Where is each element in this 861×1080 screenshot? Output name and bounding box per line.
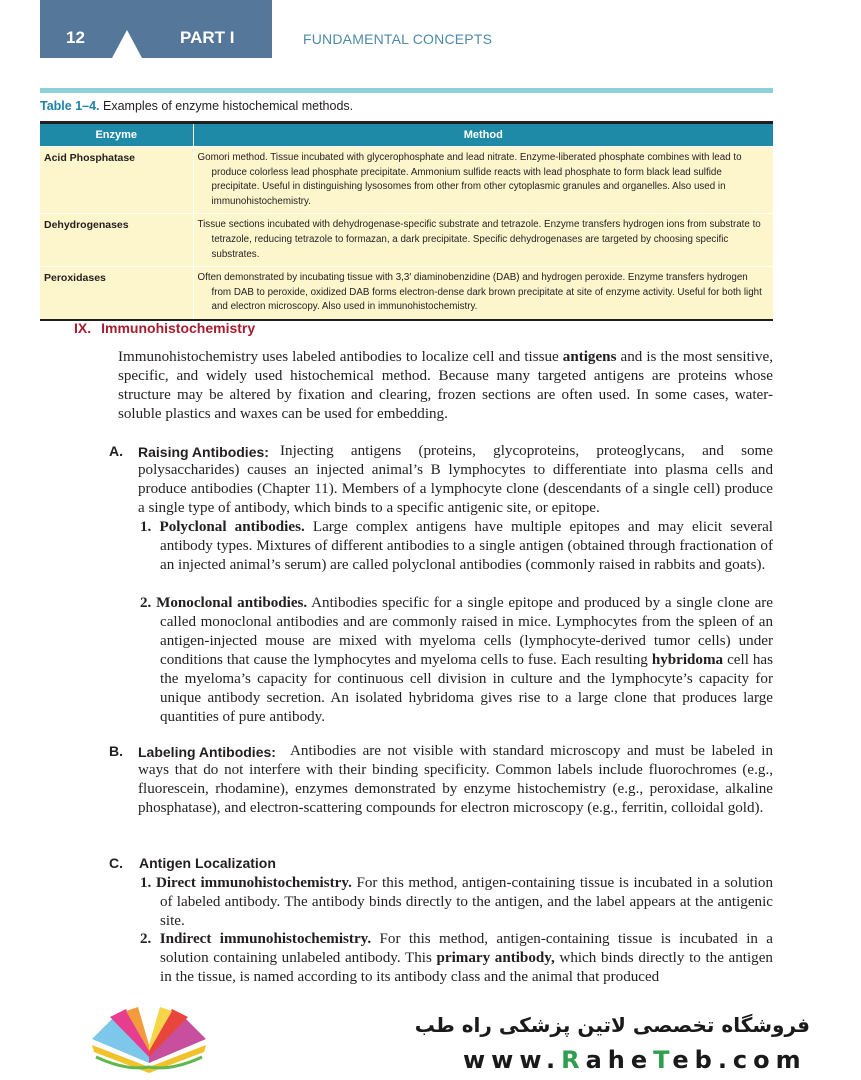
table-row	[40, 147, 773, 214]
table-row	[40, 267, 773, 320]
list-item-a1	[140, 518, 773, 575]
section-heading	[74, 320, 255, 336]
item-text-cont: which binds directly to the antigen in the tissue, is named according to its antibody class and the animal that produced	[160, 950, 773, 985]
subsection-b-paragraph	[138, 742, 773, 818]
table-row	[40, 214, 773, 267]
item-text: For this method, antigen-containing tissue is incubated in a solution containing unlabeled antibody. This	[160, 931, 773, 966]
intro-text-cont: and is the most sensitive, specific, and widely used histochemical method. Because many targeted antigens are proteins whose structure may be altered by fixation and clearing, frozen sections are often used. In some cases, water-soluble plastics and waxes can be used for embedding.	[118, 349, 773, 422]
item-bold-term: hybridoma	[651, 652, 724, 668]
header-notch	[112, 30, 142, 58]
table-caption-text: Examples of enzyme histochemical methods.	[103, 99, 354, 113]
item-text-cont: cell has the myeloma’s capacity for continuous cell division in culture and the lymphocyte’s capacity for unique antibody secretion. An isolated hybridoma gives rise to a large clone that produces large quantities of pure antibody.	[160, 652, 774, 725]
item-title: Polyclonal antibodies.	[159, 519, 305, 535]
intro-text: Immunohistochemistry uses labeled antibodies to localize cell and tissue	[118, 349, 563, 365]
item-text: Large complex antigens have multiple epitopes and may elicit several antibody types. Mixtures of different antibodies to a single antigen (obtained through fractionation of an injected animal’s serum) are called polyclonal antibodies (commonly raised in rabbits and goats).	[160, 519, 773, 573]
section-numeral: IX.	[74, 320, 92, 336]
item-number: 2.	[140, 931, 152, 947]
url-part: .com	[717, 1046, 807, 1074]
table-caption	[40, 99, 353, 113]
url-part: T	[653, 1046, 673, 1074]
subsection-b-title: Labeling Antibodies:	[138, 744, 276, 760]
url-part: eb	[672, 1046, 718, 1074]
enzyme-cell: Dehydrogenases	[40, 214, 193, 267]
section-intro	[118, 348, 773, 424]
item-bold-term: primary antibody,	[436, 950, 555, 966]
subsection-c-title: Antigen Localization	[139, 855, 276, 871]
method-cell: Gomori method. Tissue incubated with glycerophosphate and lead nitrate. Enzyme-liberated phosphate combines with lead to produce colorless lead phosphate precipitate. Ammonium sulfide reacts with lead phosphate to form black lead sulfide precipitate. Useful in distinguishing lysosomes from other from other cytoplasmic granules and organelles. Also used in immunohistochemistry.	[193, 147, 773, 214]
item-number: 2.	[140, 595, 152, 611]
part-label: PART I	[180, 28, 235, 47]
enzyme-cell: Peroxidases	[40, 267, 193, 320]
footer-store-name: فروشگاه تخصصی لاتین پزشکی راه طب	[414, 1013, 810, 1037]
url-part: R	[561, 1046, 586, 1074]
url-part: ahe	[585, 1046, 654, 1074]
table-caption-label: Table 1–4.	[40, 99, 100, 113]
column-header-method: Method	[193, 123, 773, 147]
subsection-b-text: Antibodies are not visible with standard microscopy and must be labeled in ways that do not interfere with their binding specificity. Common labels include fluorochromes (e.g., fluorescein, rhodamine), enzymes demonstrated by enzyme histochemistry (e.g., peroxidase, alkaline phosphatase), and electron-scattering compounds for electron microscopy (e.g., ferritin, colloidal gold).	[138, 743, 773, 816]
item-text: Antibodies specific for a single epitope and produced by a single clone are called monoclonal antibodies and are commonly raised in mice. Lymphocytes from the spleen of an antigen-injected mouse are mixed with myeloma cells (lymphocyte-derived tumor cells) under conditions that cause the lymphocytes and myeloma cells to fuse. Each resulting	[160, 595, 774, 668]
item-title: Indirect immunohistochemistry.	[159, 931, 372, 947]
list-item-c1	[140, 874, 773, 931]
column-header-enzyme: Enzyme	[40, 123, 193, 147]
subsection-a-letter: A.	[109, 443, 123, 459]
item-text: For this method, antigen-containing tissue is incubated in a solution of labeled antibody. The antibody binds directly to the antigen, and the label appears at the antigenic site.	[160, 875, 773, 929]
chapter-title: FUNDAMENTAL CONCEPTS	[303, 31, 493, 47]
intro-bold-term: antigens	[562, 349, 617, 365]
item-title: Direct immunohistochemistry.	[155, 875, 352, 891]
url-part: www.	[463, 1046, 562, 1074]
subsection-a-paragraph	[138, 442, 773, 518]
item-number: 1.	[140, 519, 152, 535]
method-cell: Tissue sections incubated with dehydrogenase-specific substrate and tetrazole. Enzyme transfers hydrogen ions from substrate to tetrazole, reducing tetrazole to formazan, a dark precipitate. Specific dehydrogenases are targeted by choosing specific substrates.	[193, 214, 773, 267]
enzyme-table	[40, 121, 773, 321]
table-header-row	[40, 123, 773, 147]
subsection-a-title: Raising Antibodies:	[138, 444, 269, 460]
item-title: Monoclonal antibodies.	[156, 595, 308, 611]
enzyme-cell: Acid Phosphatase	[40, 147, 193, 214]
list-item-a2	[140, 594, 773, 727]
open-book-logo-icon	[86, 1005, 212, 1075]
footer-url	[463, 1046, 807, 1074]
item-number: 1.	[140, 875, 152, 891]
subsection-a-text: Injecting antigens (proteins, glycoproteins, proteoglycans, and some polysaccharides) causes an injected animal’s B lymphocytes to differentiate into plasma cells and produce antibodies (Chapter 11). Members of a lymphocyte clone (descendants of a single cell) produce a single type of antibody, which binds to a specific antigenic site, or epitope.	[138, 443, 773, 516]
section-title: Immunohistochemistry	[101, 320, 256, 336]
subsection-b-letter: B.	[109, 743, 123, 759]
table-top-rule	[40, 88, 773, 93]
list-item-c2	[140, 930, 773, 987]
page-number: 12	[66, 28, 85, 47]
method-cell: Often demonstrated by incubating tissue with 3,3′ diaminobenzidine (DAB) and hydrogen peroxide. Enzyme transfers hydrogen from DAB to peroxide, oxidized DAB forms electron-dense dark brown precipitate at site of enzyme activity. Useful for both light and electron microscopy. Also used in immunohistochemistry.	[193, 267, 773, 320]
subsection-c-letter: C.	[109, 855, 123, 871]
